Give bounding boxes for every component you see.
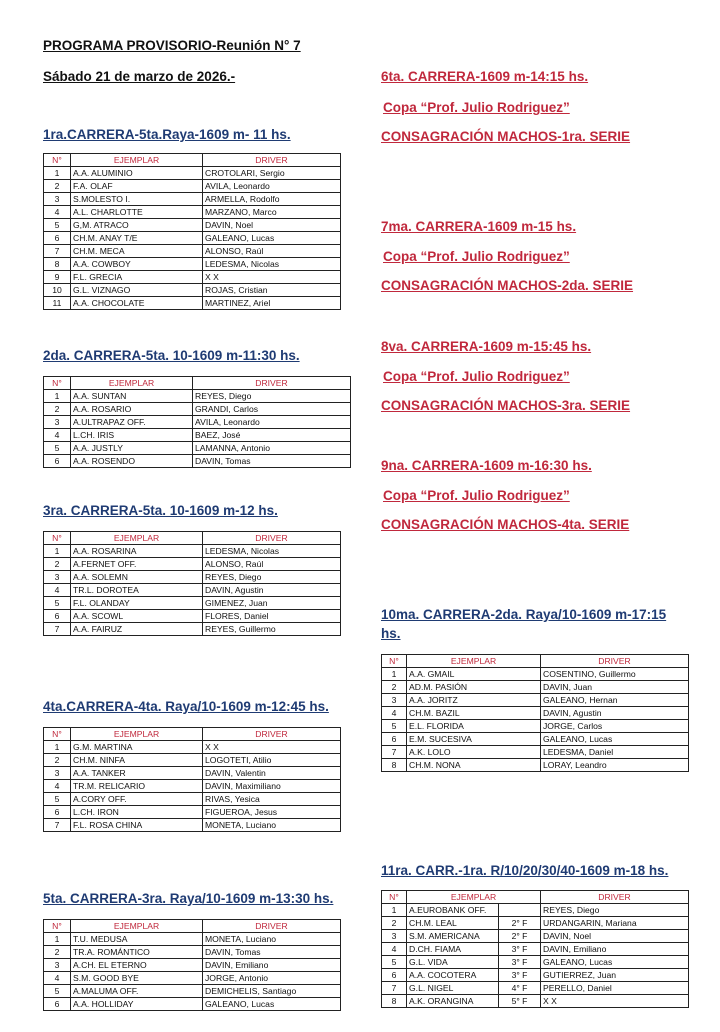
- entry-row: [44, 998, 341, 1011]
- entry-horse: CH.M. MECA: [71, 245, 203, 258]
- entry-horse: A.A. SUNTAN: [71, 390, 193, 403]
- entry-number: 6: [44, 998, 71, 1011]
- col-driver-header: DRIVER: [203, 728, 341, 741]
- race-9-title: 9na. CARRERA-1609 m-16:30 hs.: [381, 458, 592, 473]
- entry-driver: FLORES, Daniel: [203, 610, 341, 623]
- entry-driver: RIVAS, Yesica: [203, 793, 341, 806]
- entry-row: [44, 193, 341, 206]
- entry-number: 6: [44, 610, 71, 623]
- entry-horse: A.CORY OFF.: [71, 793, 203, 806]
- entry-horse: S.M. AMERICANA: [407, 930, 499, 943]
- race-2-title: 2da. CARRERA-5ta. 10-1609 m-11:30 hs.: [43, 348, 300, 363]
- col-driver-header: DRIVER: [203, 154, 341, 167]
- entry-driver: GRANDI, Carlos: [193, 403, 351, 416]
- entry-handicap: 3° F: [499, 943, 541, 956]
- entry-horse: G.L. VIDA: [407, 956, 499, 969]
- entry-number: 5: [44, 597, 71, 610]
- entry-number: 2: [44, 403, 71, 416]
- page-title: PROGRAMA PROVISORIO-Reunión N° 7: [43, 38, 301, 53]
- col-num-header: N°: [44, 532, 71, 545]
- entry-number: 1: [382, 904, 407, 917]
- col-num-header: N°: [44, 728, 71, 741]
- entry-driver: DAVIN, Agustin: [541, 707, 689, 720]
- race-8-series: CONSAGRACIÓN MACHOS-3ra. SERIE: [381, 398, 631, 413]
- entry-handicap: [499, 904, 541, 917]
- entry-horse: TR.A. ROMÁNTICO: [71, 946, 203, 959]
- entry-row: [44, 793, 341, 806]
- entry-row: [44, 219, 341, 232]
- entry-horse: F.L. OLANDAY: [71, 597, 203, 610]
- race-8-title: 8va. CARRERA-1609 m-15:45 hs.: [381, 339, 592, 354]
- entry-row: [44, 429, 351, 442]
- entry-horse: G.L. VIZNAGO: [71, 284, 203, 297]
- entry-handicap: 3° F: [499, 956, 541, 969]
- entry-row: [44, 780, 341, 793]
- entry-horse: A.A. COCOTERA: [407, 969, 499, 982]
- entry-horse: A.K. LOLO: [407, 746, 541, 759]
- race-6-series: CONSAGRACIÓN MACHOS-1ra. SERIE: [381, 129, 631, 144]
- col-num-header: N°: [382, 891, 407, 904]
- entry-horse: G.L. NIGEL: [407, 982, 499, 995]
- entry-driver: DAVIN, Valentin: [203, 767, 341, 780]
- entry-handicap: 5° F: [499, 995, 541, 1008]
- entry-number: 4: [382, 943, 407, 956]
- entry-horse: E.M. SUCESIVA: [407, 733, 541, 746]
- entry-number: 2: [44, 180, 71, 193]
- entry-driver: GIMENEZ, Juan: [203, 597, 341, 610]
- entry-number: 11: [44, 297, 71, 310]
- entry-driver: LAMANNA, Antonio: [193, 442, 351, 455]
- entry-driver: MARTINEZ, Ariel: [203, 297, 341, 310]
- entry-number: 5: [44, 219, 71, 232]
- race-6-cup: Copa “Prof. Julio Rodriguez”: [383, 100, 570, 115]
- col-horse-header: EJEMPLAR: [71, 920, 203, 933]
- entry-number: 3: [44, 571, 71, 584]
- entry-driver: X X: [203, 741, 341, 754]
- col-driver-header: DRIVER: [203, 532, 341, 545]
- entry-number: 3: [382, 694, 407, 707]
- entry-handicap: 3° F: [499, 969, 541, 982]
- col-horse-header: EJEMPLAR: [407, 655, 541, 668]
- entry-row: [44, 584, 341, 597]
- entry-horse: A.A. CHOCOLATE: [71, 297, 203, 310]
- entry-driver: GALEANO, Lucas: [203, 998, 341, 1011]
- entry-driver: GALEANO, Lucas: [203, 232, 341, 245]
- race-11-title: 11ra. CARR.-1ra. R/10/20/30/40-1609 m-18 hs.: [381, 863, 669, 878]
- entry-row: [44, 232, 341, 245]
- race-1-table: [43, 153, 341, 310]
- entry-row: [44, 416, 351, 429]
- race-4-table: [43, 727, 341, 832]
- entry-horse: F.A. OLAF: [71, 180, 203, 193]
- entry-number: 1: [44, 933, 71, 946]
- entry-horse: G.M. MARTINA: [71, 741, 203, 754]
- entry-number: 6: [382, 969, 407, 982]
- entry-driver: MARZANO, Marco: [203, 206, 341, 219]
- col-horse-header: EJEMPLAR: [71, 377, 193, 390]
- entry-number: 6: [44, 232, 71, 245]
- entry-driver: DAVIN, Emiliano: [541, 943, 689, 956]
- entry-driver: REYES, Diego: [193, 390, 351, 403]
- entry-driver: DAVIN, Noel: [203, 219, 341, 232]
- race-7-cup: Copa “Prof. Julio Rodriguez”: [383, 249, 570, 264]
- col-horse-header: EJEMPLAR: [71, 154, 203, 167]
- entry-horse: CH.M. NONA: [407, 759, 541, 772]
- entry-driver: DAVIN, Maximiliano: [203, 780, 341, 793]
- entry-driver: DAVIN, Tomas: [193, 455, 351, 468]
- entry-driver: REYES, Guillermo: [203, 623, 341, 636]
- entry-row: [44, 297, 341, 310]
- race-3-table: [43, 531, 341, 636]
- race-10-table: [381, 654, 689, 772]
- entry-driver: DAVIN, Tomas: [203, 946, 341, 959]
- col-driver-header: DRIVER: [203, 920, 341, 933]
- entry-number: 5: [44, 985, 71, 998]
- entry-row: [382, 930, 689, 943]
- entry-row: [44, 597, 341, 610]
- entry-number: 8: [382, 995, 407, 1008]
- entry-number: 2: [44, 754, 71, 767]
- entry-horse: A.A. HOLLIDAY: [71, 998, 203, 1011]
- entry-horse: A.A. ROSARINA: [71, 545, 203, 558]
- entry-number: 1: [44, 167, 71, 180]
- entry-horse: A.A. ROSARIO: [71, 403, 193, 416]
- entry-number: 7: [44, 623, 71, 636]
- entry-row: [382, 746, 689, 759]
- entry-driver: MONETA, Luciano: [203, 819, 341, 832]
- entry-row: [382, 943, 689, 956]
- entry-number: 5: [382, 720, 407, 733]
- entry-row: [44, 442, 351, 455]
- entry-row: [382, 917, 689, 930]
- entry-number: 1: [44, 545, 71, 558]
- entry-number: 4: [382, 707, 407, 720]
- entry-driver: LEDESMA, Nicolas: [203, 545, 341, 558]
- entry-horse: F.L. ROSA CHINA: [71, 819, 203, 832]
- entry-horse: A.FERNET OFF.: [71, 558, 203, 571]
- col-horse-header: EJEMPLAR: [71, 532, 203, 545]
- entry-row: [44, 206, 341, 219]
- entry-number: 2: [44, 558, 71, 571]
- entry-horse: A.A. JUSTLY: [71, 442, 193, 455]
- entry-horse: L.CH. IRON: [71, 806, 203, 819]
- entry-horse: A.CH. EL ETERNO: [71, 959, 203, 972]
- race-9-series: CONSAGRACIÓN MACHOS-4ta. SERIE: [381, 517, 630, 532]
- entry-horse: A.A. ALUMINIO: [71, 167, 203, 180]
- entry-number: 1: [44, 741, 71, 754]
- entry-driver: PERELLO, Daniel: [541, 982, 689, 995]
- entry-number: 8: [44, 258, 71, 271]
- entry-number: 9: [44, 271, 71, 284]
- entry-row: [44, 754, 341, 767]
- entry-horse: A.A. FAIRUZ: [71, 623, 203, 636]
- entry-row: [44, 258, 341, 271]
- entry-driver: ALONSO, Raúl: [203, 245, 341, 258]
- entry-horse: A.A. TANKER: [71, 767, 203, 780]
- entry-row: [382, 956, 689, 969]
- entry-horse: S.MOLESTO I.: [71, 193, 203, 206]
- race-2-table: [43, 376, 351, 468]
- entry-driver: ROJAS, Cristian: [203, 284, 341, 297]
- entry-driver: CROTOLARI, Sergio: [203, 167, 341, 180]
- entry-driver: GALEANO, Hernan: [541, 694, 689, 707]
- entry-horse: A.L. CHARLOTTE: [71, 206, 203, 219]
- entry-driver: DAVIN, Emiliano: [203, 959, 341, 972]
- entry-handicap: 4° F: [499, 982, 541, 995]
- entry-row: [382, 694, 689, 707]
- entry-horse: A.A. GMAIL: [407, 668, 541, 681]
- entry-driver: MONETA, Luciano: [203, 933, 341, 946]
- entry-driver: AVILA, Leonardo: [203, 180, 341, 193]
- entry-driver: X X: [203, 271, 341, 284]
- col-num-header: N°: [44, 377, 71, 390]
- entry-number: 3: [44, 193, 71, 206]
- entry-driver: ARMELLA, Rodolfo: [203, 193, 341, 206]
- entry-number: 4: [44, 206, 71, 219]
- entry-horse: A.MALUMA OFF.: [71, 985, 203, 998]
- entry-row: [44, 985, 341, 998]
- entry-row: [44, 819, 341, 832]
- col-horse-header: EJEMPLAR: [407, 891, 541, 904]
- entry-horse: A.ULTRAPAZ OFF.: [71, 416, 193, 429]
- entry-horse: A.A. SOLEMN: [71, 571, 203, 584]
- entry-row: [44, 558, 341, 571]
- entry-row: [44, 806, 341, 819]
- entry-row: [44, 545, 341, 558]
- entry-driver: URDANGARIN, Mariana: [541, 917, 689, 930]
- entry-horse: E.L. FLORIDA: [407, 720, 541, 733]
- entry-row: [44, 245, 341, 258]
- entry-number: 1: [382, 668, 407, 681]
- entry-driver: LEDESMA, Daniel: [541, 746, 689, 759]
- race-8-cup: Copa “Prof. Julio Rodriguez”: [383, 369, 570, 384]
- entry-row: [44, 767, 341, 780]
- entry-row: [44, 741, 341, 754]
- entry-handicap: 2° F: [499, 917, 541, 930]
- entry-horse: S.M. GOOD BYE: [71, 972, 203, 985]
- entry-row: [44, 180, 341, 193]
- entry-handicap: 2° F: [499, 930, 541, 943]
- entry-horse: G,M. ATRACO: [71, 219, 203, 232]
- race-7-series: CONSAGRACIÓN MACHOS-2da. SERIE: [381, 278, 634, 293]
- entry-horse: CH.M. BAZIL: [407, 707, 541, 720]
- entry-horse: D.CH. FIAMA: [407, 943, 499, 956]
- entry-row: [44, 610, 341, 623]
- race-6-title: 6ta. CARRERA-1609 m-14:15 hs.: [381, 69, 589, 84]
- race-9-cup: Copa “Prof. Julio Rodriguez”: [383, 488, 570, 503]
- entry-horse: TR.L. DOROTEA: [71, 584, 203, 597]
- entry-driver: DAVIN, Juan: [541, 681, 689, 694]
- entry-driver: GALEANO, Lucas: [541, 956, 689, 969]
- entry-number: 4: [44, 584, 71, 597]
- entry-driver: REYES, Diego: [203, 571, 341, 584]
- entry-driver: DAVIN, Agustin: [203, 584, 341, 597]
- entry-number: 7: [44, 819, 71, 832]
- entry-driver: DEMICHELIS, Santiago: [203, 985, 341, 998]
- entry-number: 6: [44, 455, 71, 468]
- entry-number: 4: [44, 972, 71, 985]
- entry-driver: LOGOTETI, Atilio: [203, 754, 341, 767]
- col-driver-header: DRIVER: [541, 891, 689, 904]
- entry-horse: F.L. GRECIA: [71, 271, 203, 284]
- entry-row: [44, 455, 351, 468]
- entry-row: [382, 707, 689, 720]
- entry-row: [44, 284, 341, 297]
- entry-driver: AVILA, Leonardo: [193, 416, 351, 429]
- entry-number: 5: [44, 793, 71, 806]
- race-7-title: 7ma. CARRERA-1609 m-15 hs.: [381, 219, 577, 234]
- entry-horse: CH.M. ANAY T/E: [71, 232, 203, 245]
- col-num-header: N°: [44, 920, 71, 933]
- race-10-title-cont: hs.: [381, 626, 401, 641]
- entry-row: [44, 946, 341, 959]
- entry-row: [382, 733, 689, 746]
- col-num-header: N°: [44, 154, 71, 167]
- entry-number: 5: [44, 442, 71, 455]
- entry-number: 4: [44, 780, 71, 793]
- entry-number: 4: [44, 429, 71, 442]
- entry-number: 6: [44, 806, 71, 819]
- entry-driver: DAVIN, Noel: [541, 930, 689, 943]
- col-driver-header: DRIVER: [193, 377, 351, 390]
- entry-driver: LORAY, Leandro: [541, 759, 689, 772]
- entry-row: [44, 271, 341, 284]
- entry-horse: A.A. JORITZ: [407, 694, 541, 707]
- entry-horse: A.EUROBANK OFF.: [407, 904, 499, 917]
- entry-driver: BAEZ, José: [193, 429, 351, 442]
- col-horse-header: EJEMPLAR: [71, 728, 203, 741]
- entry-number: 7: [382, 746, 407, 759]
- entry-row: [44, 403, 351, 416]
- entry-number: 2: [44, 946, 71, 959]
- entry-horse: A.A. COWBOY: [71, 258, 203, 271]
- page-date: Sábado 21 de marzo de 2026.-: [43, 69, 236, 84]
- entry-row: [382, 995, 689, 1008]
- entry-horse: T.U. MEDUSA: [71, 933, 203, 946]
- entry-driver: FIGUEROA, Jesus: [203, 806, 341, 819]
- entry-row: [382, 720, 689, 733]
- entry-row: [44, 959, 341, 972]
- race-4-title: 4ta.CARRERA-4ta. Raya/10-1609 m-12:45 hs.: [43, 699, 329, 714]
- entry-driver: X X: [541, 995, 689, 1008]
- entry-horse: A.A. ROSENDO: [71, 455, 193, 468]
- entry-row: [382, 668, 689, 681]
- entry-horse: L.CH. IRIS: [71, 429, 193, 442]
- entry-number: 3: [44, 416, 71, 429]
- entry-row: [44, 390, 351, 403]
- race-11-table: [381, 890, 689, 1008]
- entry-number: 1: [44, 390, 71, 403]
- entry-horse: A.K. ORANGINA: [407, 995, 499, 1008]
- entry-driver: JORGE, Antonio: [203, 972, 341, 985]
- entry-row: [44, 623, 341, 636]
- entry-horse: TR.M. RELICARIO: [71, 780, 203, 793]
- entry-horse: CH.M. LEAL: [407, 917, 499, 930]
- entry-number: 6: [382, 733, 407, 746]
- entry-row: [382, 759, 689, 772]
- entry-driver: REYES, Diego: [541, 904, 689, 917]
- entry-driver: ALONSO, Raúl: [203, 558, 341, 571]
- entry-driver: GALEANO, Lucas: [541, 733, 689, 746]
- col-num-header: N°: [382, 655, 407, 668]
- entry-number: 10: [44, 284, 71, 297]
- race-3-title: 3ra. CARRERA-5ta. 10-1609 m-12 hs.: [43, 503, 278, 518]
- entry-row: [44, 167, 341, 180]
- entry-row: [382, 681, 689, 694]
- entry-number: 3: [44, 959, 71, 972]
- race-1-title: 1ra.CARRERA-5ta.Raya-1609 m- 11 hs.: [43, 127, 291, 142]
- entry-row: [44, 972, 341, 985]
- entry-row: [44, 571, 341, 584]
- entry-driver: GUTIERREZ, Juan: [541, 969, 689, 982]
- entry-row: [44, 933, 341, 946]
- entry-driver: COSENTINO, Guillermo: [541, 668, 689, 681]
- entry-number: 2: [382, 681, 407, 694]
- entry-number: 3: [382, 930, 407, 943]
- entry-horse: A.A. SCOWL: [71, 610, 203, 623]
- entry-number: 7: [44, 245, 71, 258]
- entry-number: 5: [382, 956, 407, 969]
- col-driver-header: DRIVER: [541, 655, 689, 668]
- race-10-title: 10ma. CARRERA-2da. Raya/10-1609 m-17:15: [381, 607, 667, 622]
- race-5-table: [43, 919, 341, 1011]
- entry-number: 2: [382, 917, 407, 930]
- entry-row: [382, 904, 689, 917]
- entry-number: 8: [382, 759, 407, 772]
- entry-horse: CH.M. NINFA: [71, 754, 203, 767]
- entry-driver: JORGE, Carlos: [541, 720, 689, 733]
- entry-number: 3: [44, 767, 71, 780]
- entry-row: [382, 982, 689, 995]
- race-5-title: 5ta. CARRERA-3ra. Raya/10-1609 m-13:30 hs.: [43, 891, 334, 906]
- entry-row: [382, 969, 689, 982]
- entry-driver: LEDESMA, Nicolas: [203, 258, 341, 271]
- entry-horse: AD.M. PASIÓN: [407, 681, 541, 694]
- entry-number: 7: [382, 982, 407, 995]
